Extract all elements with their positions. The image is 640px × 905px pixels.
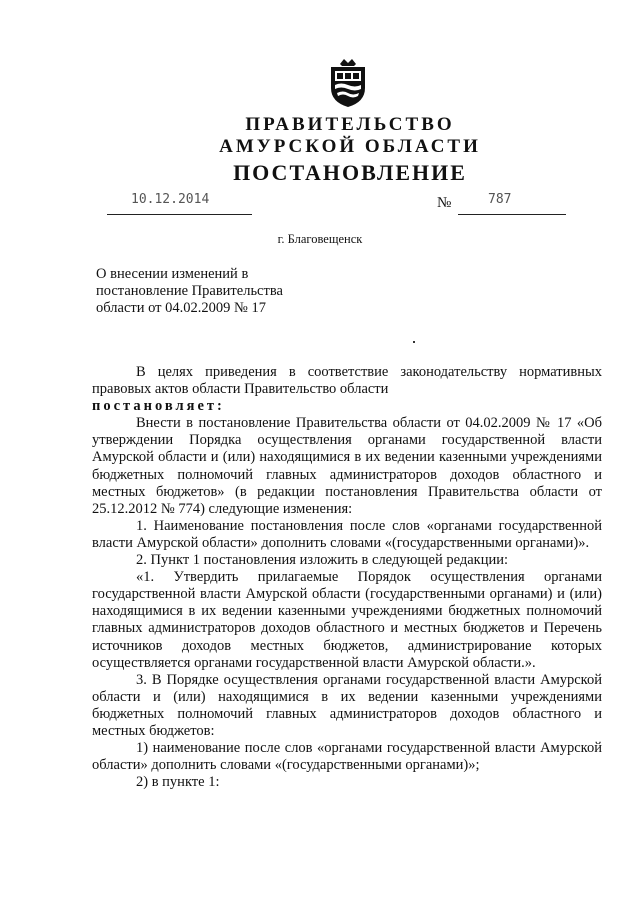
document-type: ПОСТАНОВЛЕНИЕ xyxy=(233,160,467,185)
document-body xyxy=(92,364,602,791)
city: г. Благовещенск xyxy=(277,232,363,246)
org-title-line2: АМУРСКОЙ ОБЛАСТИ xyxy=(219,136,481,157)
subject-line: О внесении изменений в xyxy=(96,266,249,282)
decree-word: постановляет: xyxy=(92,398,225,415)
amur-region-coat-of-arms-icon xyxy=(326,58,370,108)
body-paragraph: 2. Пункт 1 постановления изложить в следующей редакции: xyxy=(136,552,509,569)
number-label: № xyxy=(437,195,452,211)
body-paragraph: 1) наименование после слов «органами государственной власти Амурской области» дополнить словами «(государственными органами)»; xyxy=(92,740,602,774)
date-field xyxy=(107,192,252,215)
document-subject xyxy=(96,266,283,317)
body-paragraph: 3. В Порядке осуществления органами государственной власти Амурской области и (или) находящимися в их ведении казенными учреждениями бюджетных полномочий главных администраторов доходов областного и местных бюджетов: xyxy=(92,671,602,739)
preamble-paragraph: В целях приведения в соответствие законодательству нормативных правовых актов области Правительство области xyxy=(92,364,602,398)
scan-speck xyxy=(413,341,415,343)
subject-line: области от 04.02.2009 № 17 xyxy=(96,300,266,316)
body-paragraph: 2) в пункте 1: xyxy=(136,774,220,791)
number-field xyxy=(458,192,566,215)
body-paragraph: Внести в постановление Правительства области от 04.02.2009 № 17 «Об утверждении Порядка осуществления органами государственной власти Амурской области и (или) находящимися в их ведении казенными учреждениями бюджетных полномочий главных администраторов доходов областного и местных бюджетов» (в редакции постановления Правительства области от 25.12.2012 № 774) следующие изменения: xyxy=(92,415,602,517)
number-value: 787 xyxy=(488,192,512,207)
date-value: 10.12.2014 xyxy=(131,192,210,207)
org-title-line1: ПРАВИТЕЛЬСТВО xyxy=(245,114,455,135)
body-paragraph: 1. Наименование постановления после слов «органами государственной власти Амурской области» дополнить словами «(государственными органами)». xyxy=(92,517,602,551)
subject-line: постановление Правительства xyxy=(96,283,283,299)
body-paragraph: «1. Утвердить прилагаемые Порядок осуществления органами государственной власти Амурской области (государственными органами) и (или) находящимися в их ведении казенными учреждениями бюджетных полномочий главных администраторов доходов областного и местных бюджетов и Перечень источников доходов местных бюджетов, администрирование которых осуществляется органами государственной власти Амурской области.». xyxy=(92,569,602,671)
